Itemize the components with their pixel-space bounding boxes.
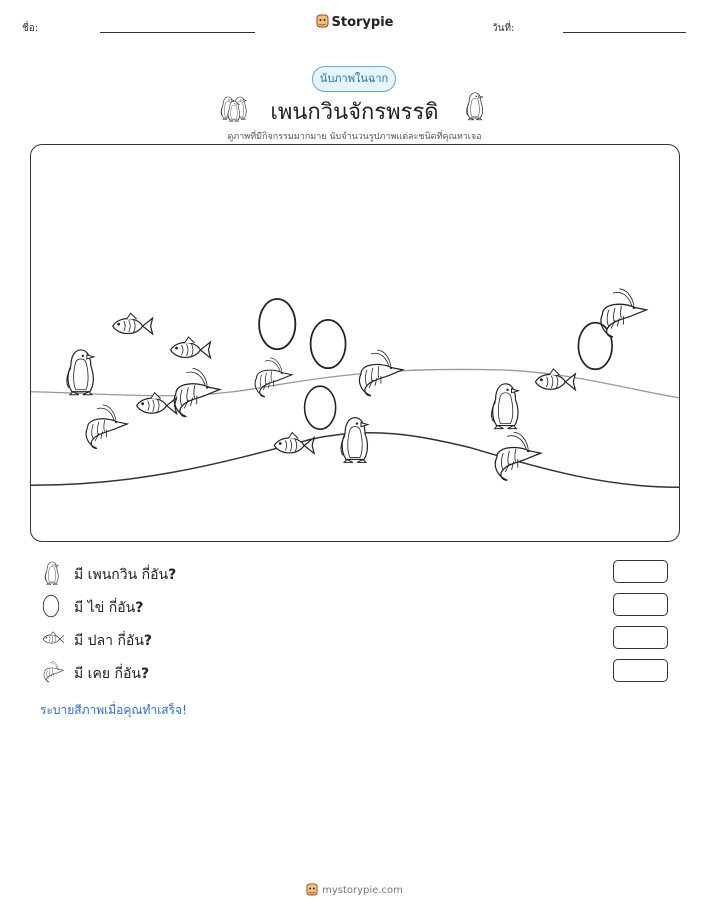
question-row-penguin	[40, 560, 670, 586]
counting-scene	[30, 144, 680, 542]
fish-4	[274, 433, 314, 454]
question-row-egg	[40, 593, 670, 619]
answer-box-egg[interactable]	[613, 593, 668, 616]
brand-header	[0, 13, 709, 30]
shrimp-6	[495, 432, 541, 480]
penguin-2	[341, 418, 368, 463]
answer-box-penguin[interactable]	[613, 560, 668, 583]
fish-1	[113, 313, 153, 334]
date-label: วันที่:	[492, 23, 515, 34]
question-row-fish	[40, 626, 670, 652]
shrimp-3	[255, 358, 292, 397]
storypie-logo-icon	[316, 13, 329, 28]
penguin-icon	[463, 90, 487, 122]
fish-2	[171, 337, 211, 358]
footer-url[interactable]: mystorypie.com	[322, 885, 403, 896]
penguin-3	[492, 384, 519, 429]
finish-instruction: ระบายสีภาพเมื่อคุณทำเสร็จ!	[40, 703, 187, 717]
penguin-1	[67, 350, 94, 395]
shrimp-5	[601, 289, 647, 337]
question-text: มี เพนกวิน กี่อัน?	[74, 567, 177, 583]
question-row-shrimp	[40, 659, 670, 685]
egg-1	[259, 299, 295, 349]
shrimp-1	[86, 405, 127, 448]
date-line[interactable]	[563, 32, 686, 33]
shrimp-icon	[40, 659, 64, 685]
shrimp-2	[174, 369, 220, 417]
answer-box-shrimp[interactable]	[613, 659, 668, 682]
ice-edge-line	[31, 369, 679, 397]
egg-3	[305, 386, 336, 429]
page-title: เพนกวินจักรพรรดิ	[270, 100, 439, 125]
worksheet-badge: นับภาพในฉาก	[312, 66, 396, 92]
name-label: ชื่อ:	[22, 23, 39, 34]
egg-2	[311, 320, 346, 368]
egg-icon	[40, 593, 64, 619]
name-line[interactable]	[100, 32, 255, 33]
page-subtitle: ดูภาพที่มีกิจกรรมมากมาย นับจำนวนรูปภาพแต่ละชนิดที่คุณหาเจอ	[227, 132, 482, 142]
brand-name: Storypie	[331, 15, 394, 30]
fish-5	[535, 369, 575, 390]
penguin-icon	[40, 560, 64, 586]
question-text: มี ปลา กี่อัน?	[74, 633, 153, 649]
shrimp-4	[359, 350, 402, 396]
question-text: มี ไข่ กี่อัน?	[74, 600, 144, 616]
footer	[0, 882, 709, 896]
storypie-logo-icon	[306, 882, 318, 896]
question-text: มี เคย กี่อัน?	[74, 666, 150, 682]
fish-icon	[40, 626, 64, 652]
answer-box-fish[interactable]	[613, 626, 668, 649]
